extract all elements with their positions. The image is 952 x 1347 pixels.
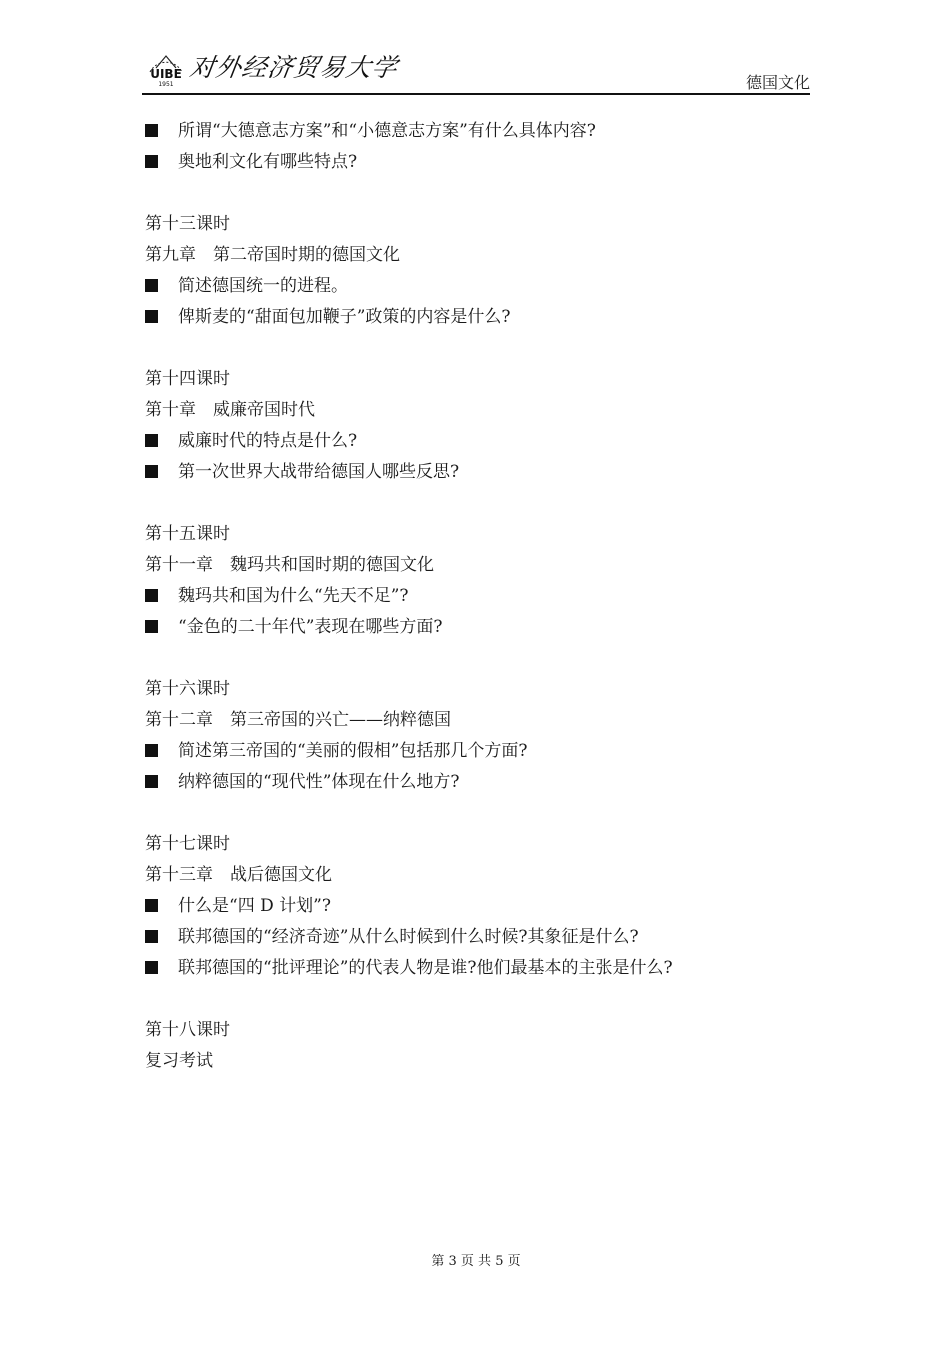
line-text: 联邦德国的“批评理论”的代表人物是谁?他们最基本的主张是什么? [178,958,673,978]
line-text: 第十四课时 [145,369,230,389]
question-item [145,147,805,178]
section-heading [145,674,805,705]
logo-text: UIBE [150,67,182,81]
question-item [145,116,805,147]
square-bullet-icon [145,434,158,447]
square-bullet-icon [145,899,158,912]
section-gap [145,984,805,1015]
university-logo-icon [142,44,190,88]
line-text: 奥地利文化有哪些特点? [178,152,358,172]
line-text: 第十七课时 [145,834,230,854]
question-item [145,581,805,612]
line-text: 简述德国统一的进程。 [178,276,348,296]
question-item [145,271,805,302]
square-bullet-icon [145,589,158,602]
line-text: 威廉时代的特点是什么? [178,431,358,451]
question-item [145,736,805,767]
header-rule [142,93,810,95]
line-text: 简述第三帝国的“美丽的假相”包括那几个方面? [178,741,528,761]
square-bullet-icon [145,620,158,633]
square-bullet-icon [145,744,158,757]
line-text: 第十二章 第三帝国的兴亡——纳粹德国 [145,710,451,730]
section-gap [145,178,805,209]
page-header [142,40,810,94]
section-heading [145,519,805,550]
section-heading [145,209,805,240]
square-bullet-icon [145,124,158,137]
question-item [145,612,805,643]
line-text: 所谓“大德意志方案”和“小德意志方案”有什么具体内容? [178,121,596,141]
square-bullet-icon [145,155,158,168]
line-text: 复习考试 [145,1051,213,1071]
question-item [145,767,805,798]
section-gap [145,798,805,829]
section-heading [145,364,805,395]
line-text: 第十三课时 [145,214,230,234]
section-heading [145,860,805,891]
line-text: 第十一章 魏玛共和国时期的德国文化 [145,555,434,575]
section-gap [145,488,805,519]
section-gap [145,333,805,364]
question-item [145,953,805,984]
university-name: 对外经济贸易大学 [187,53,400,82]
line-text: 第一次世界大战带给德国人哪些反思? [178,462,460,482]
logo-year: 1951 [158,81,174,88]
question-item [145,302,805,333]
question-item [145,891,805,922]
line-text: 第十八课时 [145,1020,230,1040]
square-bullet-icon [145,279,158,292]
square-bullet-icon [145,930,158,943]
line-text: 第十三章 战后德国文化 [145,865,332,885]
line-text: 什么是“四 D 计划”? [178,896,331,916]
line-text: 第十五课时 [145,524,230,544]
line-text: 第十章 威廉帝国时代 [145,400,315,420]
section-heading [145,240,805,271]
section-heading [145,550,805,581]
section-heading [145,705,805,736]
line-text: 俾斯麦的“甜面包加鞭子”政策的内容是什么? [178,307,511,327]
line-text: “金色的二十年代”表现在哪些方面? [178,617,443,637]
question-item [145,457,805,488]
section-heading [145,1046,805,1077]
course-title: 德国文化 [745,73,810,92]
page-footer: 第 3 页 共 5 页 [431,1254,521,1269]
section-heading [145,829,805,860]
line-text: 第九章 第二帝国时期的德国文化 [145,245,400,265]
question-item [145,922,805,953]
line-text: 第十六课时 [145,679,230,699]
question-item [145,426,805,457]
section-gap [145,643,805,674]
square-bullet-icon [145,310,158,323]
line-text: 魏玛共和国为什么“先天不足”? [178,586,409,606]
square-bullet-icon [145,775,158,788]
section-heading [145,395,805,426]
square-bullet-icon [145,961,158,974]
line-text: 纳粹德国的“现代性”体现在什么地方? [178,772,460,792]
square-bullet-icon [145,465,158,478]
line-text: 联邦德国的“经济奇迹”从什么时候到什么时候?其象征是什么? [178,927,639,947]
document-body [145,116,805,1077]
section-heading [145,1015,805,1046]
